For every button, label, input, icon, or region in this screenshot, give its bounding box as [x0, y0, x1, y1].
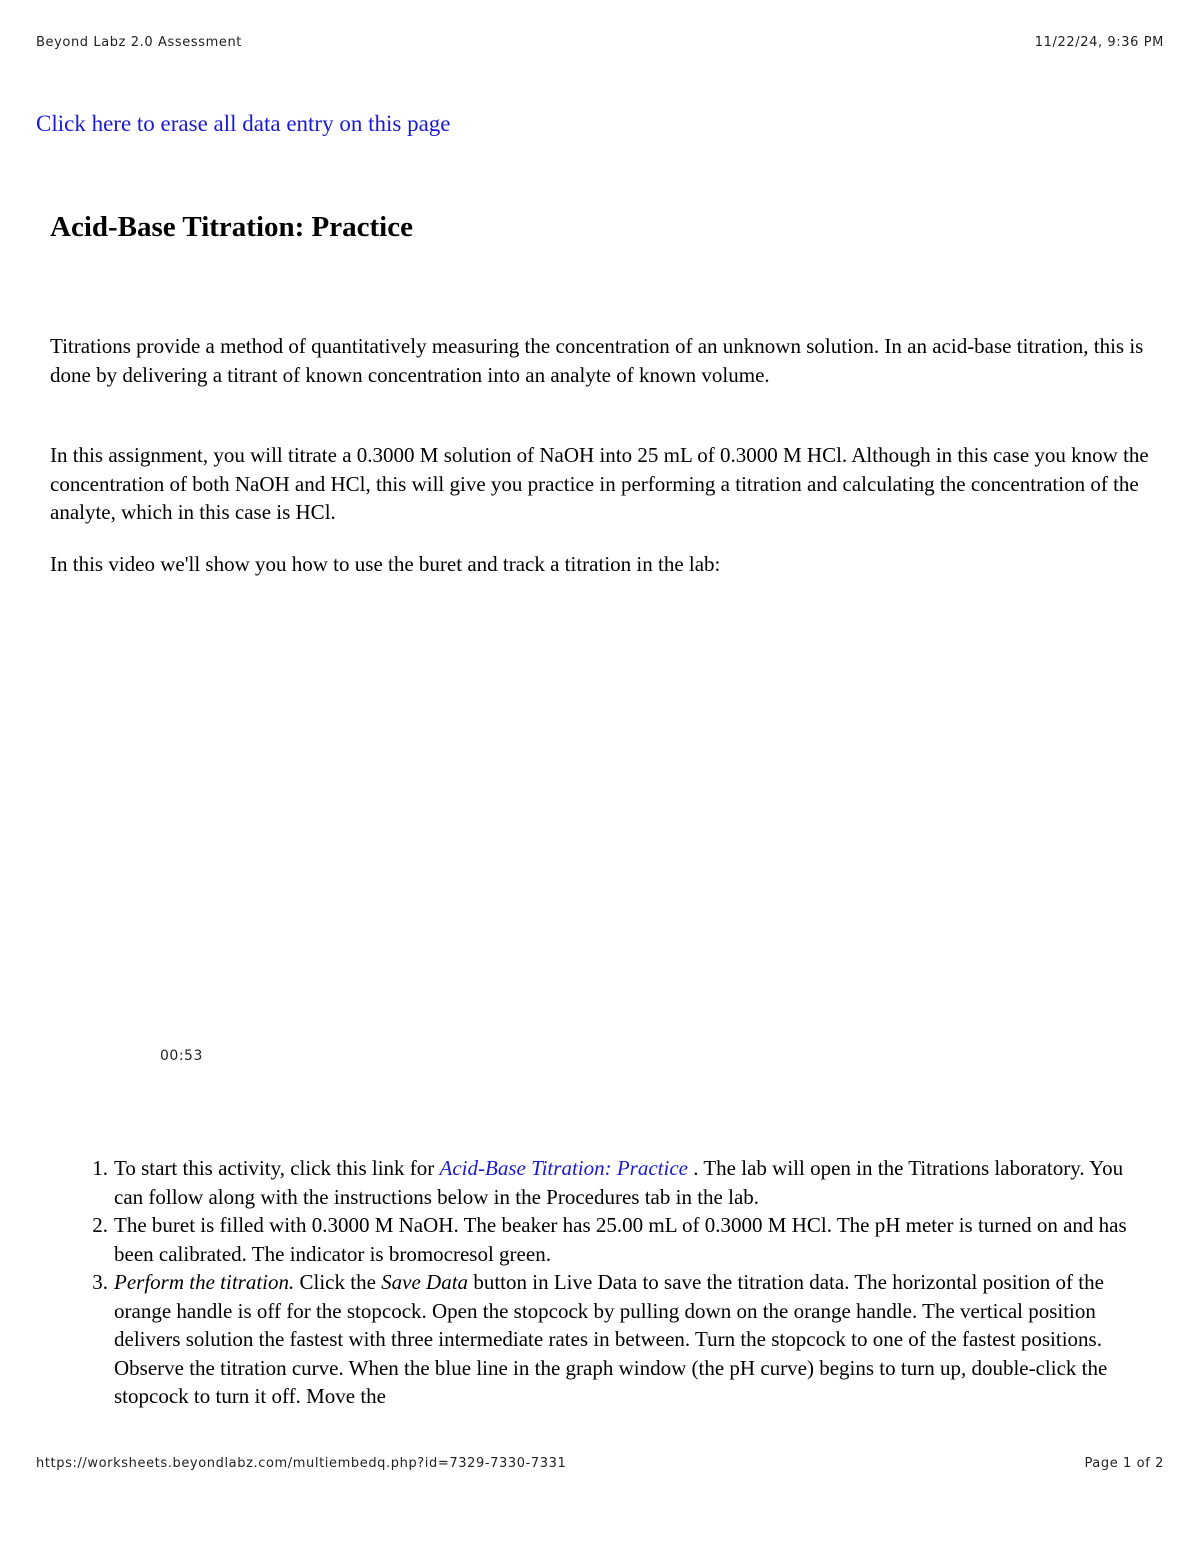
save-data-label: Save Data — [381, 1270, 469, 1294]
assignment-paragraph: In this assignment, you will titrate a 0.3000 M solution of NaOH into 25 mL of 0.3000 M HCl. Although in this case you know the concentration of both NaOH and HCl, this will give you practice in performing a titration and calculating the concentration of the analyte, which in this case is HCl. — [50, 443, 1149, 524]
lab-link[interactable]: Acid-Base Titration: Practice — [439, 1156, 688, 1180]
print-header-title: Beyond Labz 2.0 Assessment — [36, 35, 242, 50]
video-timestamp: 00:53 — [160, 1048, 203, 1064]
step-number: 3. — [92, 1270, 108, 1294]
print-footer-page: Page 1 of 2 — [1084, 1456, 1164, 1471]
page-title: Acid-Base Titration: Practice — [50, 211, 413, 243]
print-header-datetime: 11/22/24, 9:36 PM — [1034, 35, 1164, 50]
video-intro-paragraph: In this video we'll show you how to use the buret and track a titration in the lab: — [50, 552, 721, 576]
step-number: 2. — [92, 1213, 108, 1237]
list-item — [74, 1154, 1154, 1211]
step-lead: Perform the titration. — [114, 1270, 295, 1294]
step-text: Click the — [294, 1270, 382, 1294]
step-text: The buret is filled with 0.3000 M NaOH. The beaker has 25.00 mL of 0.3000 M HCl. The pH meter is turned on and has been calibrated. The indicator is bromocresol green. — [114, 1213, 1127, 1266]
print-footer-url: https://worksheets.beyondlabz.com/multiembedq.php?id=7329-7330-7331 — [36, 1456, 567, 1471]
list-item — [74, 1268, 1154, 1411]
procedure-steps — [74, 1154, 1154, 1411]
step-number: 1. — [92, 1156, 108, 1180]
video-player[interactable] — [50, 600, 1150, 1100]
intro-paragraph: Titrations provide a method of quantitatively measuring the concentration of an unknown solution. In an acid-base titration, this is done by delivering a titrant of known concentration into an analyte of known volume. — [50, 334, 1144, 387]
step-text: . The lab will open in the Titrations laboratory. You can follow along with the instructions below in the Procedures tab in the lab. — [114, 1156, 1124, 1209]
step-text: To start this activity, click this link for — [114, 1156, 440, 1180]
erase-data-link[interactable]: Click here to erase all data entry on this page — [36, 111, 451, 136]
list-item — [74, 1211, 1154, 1268]
step-text: button in Live Data to save the titration data. The horizontal position of the orange handle is off for the stopcock. Open the stopcock by pulling down on the orange handle. The vertical position delivers solution the fastest with three intermediate rates in between. Turn the stopcock to one of the fastest positions. Observe the titration curve. When the blue line in the graph window (the pH curve) begins to turn up, double-click the stopcock to turn it off. Move the — [114, 1270, 1108, 1408]
